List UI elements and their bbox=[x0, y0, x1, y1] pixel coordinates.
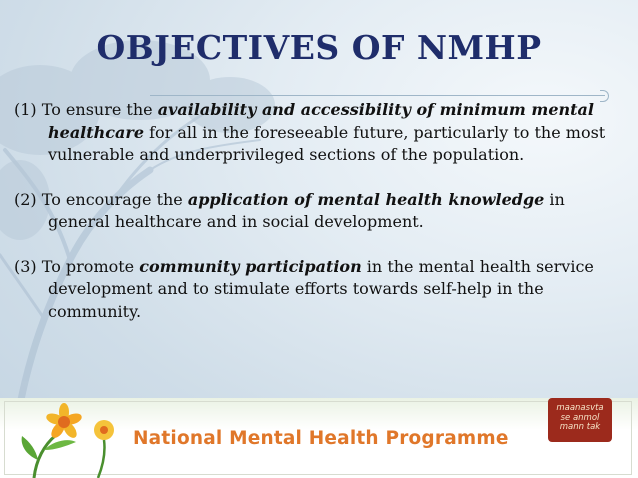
flower-logo-icon bbox=[14, 400, 129, 478]
banner-title: National Mental Health Programme bbox=[133, 428, 509, 449]
objective-emphasis: availability and accessibility of minimum mental healthcare bbox=[48, 100, 594, 142]
tagline-line: mann tak bbox=[559, 422, 601, 432]
tagline-badge bbox=[548, 398, 612, 442]
objective-emphasis: community participation bbox=[139, 256, 362, 276]
objective-text: in general healthcare and in social development. bbox=[48, 189, 565, 231]
objective-number: (3) bbox=[14, 256, 37, 276]
objective-number: (1) bbox=[14, 100, 37, 119]
objectives-list bbox=[14, 99, 626, 345]
objective-emphasis: application of mental health knowledge bbox=[187, 189, 545, 209]
objective-text: To encourage the bbox=[41, 189, 188, 209]
objective-text: for all in the foreseeable future, particularly to the most vulnerable and underprivileged sections of the population. bbox=[48, 122, 606, 164]
objective-text: in the mental health service development and to stimulate efforts towards self-help in the community. bbox=[48, 256, 594, 321]
objective-item bbox=[14, 99, 626, 167]
page-title: OBJECTIVES OF NMHP bbox=[96, 28, 542, 67]
objective-number: (2) bbox=[14, 189, 37, 209]
tagline-line: se anmol bbox=[560, 412, 600, 423]
objective-item bbox=[14, 256, 626, 324]
title-divider bbox=[150, 95, 605, 96]
objective-text: To ensure the bbox=[41, 100, 158, 119]
objective-item bbox=[14, 189, 626, 234]
objective-text: To promote bbox=[41, 256, 140, 276]
tagline-line: maanasvta bbox=[556, 403, 604, 413]
